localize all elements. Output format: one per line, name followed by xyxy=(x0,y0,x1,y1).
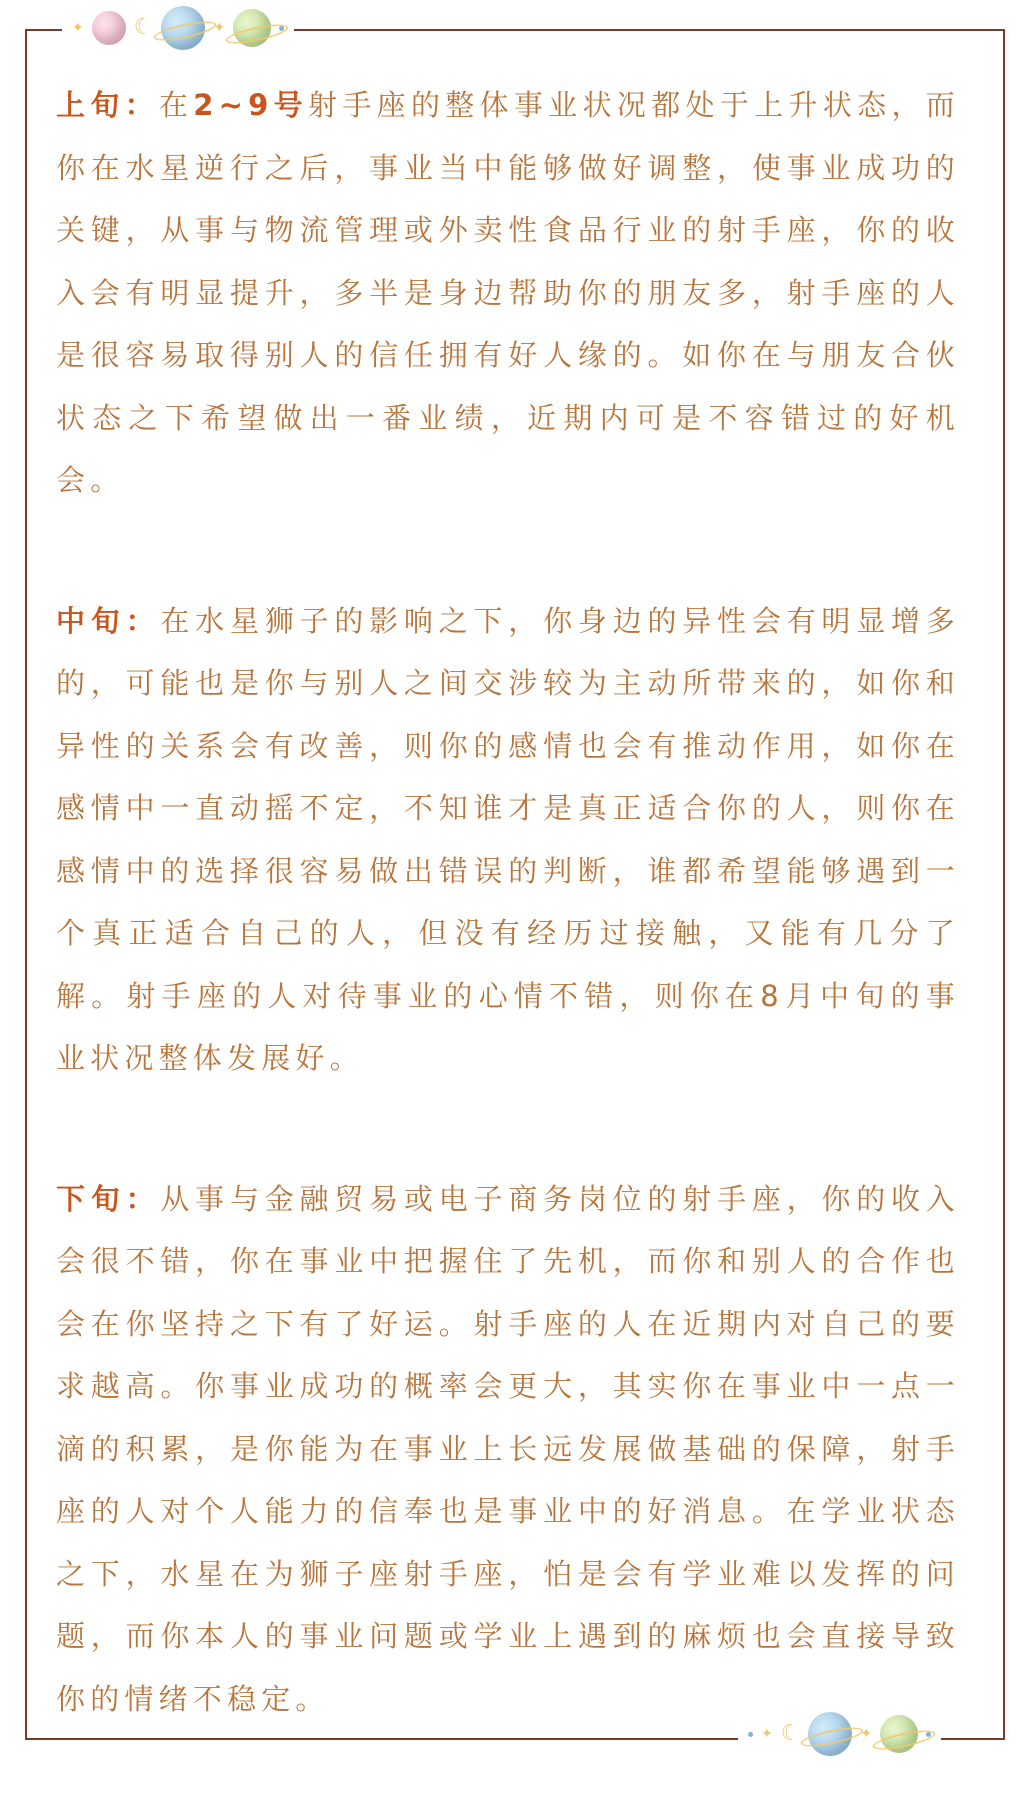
section-mid xyxy=(56,590,960,1090)
section-pre: 在 xyxy=(158,88,194,122)
star-icon: ✦ xyxy=(860,1726,873,1742)
section-late xyxy=(56,1168,960,1731)
section-lead: 上旬： xyxy=(56,88,159,122)
top-decoration xyxy=(62,6,294,50)
section-early xyxy=(56,74,960,512)
section-text: 从事与金融贸易或电子商务岗位的射手座，你的收入会很不错，你在事业中把握住了先机，而你和别人的合作也会在你坚持之下有了好运。射手座的人在近期内对自己的要求越高。你事业成功的概率会更大，其实你在事业中一点一滴的积累，是你能为在事业上长远发展做基础的保障，射手座的人对个人能力的信奉也是事业中的好消息。在学业状态之下，水星在为狮子座射手座，怕是会有学业难以发挥的问题，而你本人的事业问题或学业上遇到的麻烦也会直接导致你的情绪不稳定。 xyxy=(56,1181,960,1716)
date-highlight: 2~9号 xyxy=(193,88,308,122)
planet-icon xyxy=(161,6,205,50)
moon-icon: ☾ xyxy=(133,15,154,40)
section-text: 在水星狮子的影响之下，你身边的异性会有明显增多的，可能也是你与别人之间交涉较为主动所带来的，如你和异性的关系会有改善，则你的感情也会有推动作用，如你在感情中一直动摇不定，不知谁才是真正适合你的人，则你在感情中的选择很容易做出错误的判断，谁都希望能够遇到一个真正适合自己的人，但没有经历过接触，又能有几分了解。射手座的人对待事业的心情不错，则你在8月中旬的事业状况整体发展好。 xyxy=(56,603,960,1075)
bottom-decoration xyxy=(738,1712,941,1756)
section-text: 射手座的整体事业状况都处于上升状态，而你在水星逆行之后，事业当中能够做好调整，使事业成功的关键，从事与物流管理或外卖性食品行业的射手座，你的收入会有明显提升，多半是身边帮助你的朋友多，射手座的人是很容易取得别人的信任拥有好人缘的。如你在与朋友合伙状态之下希望做出一番业绩，近期内可是不容错过的好机会。 xyxy=(56,88,960,497)
planet-icon xyxy=(880,1715,918,1753)
star-icon: ✦ xyxy=(761,1726,773,1742)
star-icon: ✦ xyxy=(72,20,84,36)
article-body xyxy=(56,74,960,1808)
section-lead: 下旬： xyxy=(56,1181,161,1216)
planet-icon xyxy=(233,9,271,47)
dot-icon xyxy=(748,1732,753,1737)
moon-icon: ☾ xyxy=(780,1721,801,1746)
section-lead: 中旬： xyxy=(56,603,161,638)
star-icon: ✦ xyxy=(213,20,226,36)
planet-icon xyxy=(808,1712,852,1756)
planet-icon xyxy=(92,11,126,45)
